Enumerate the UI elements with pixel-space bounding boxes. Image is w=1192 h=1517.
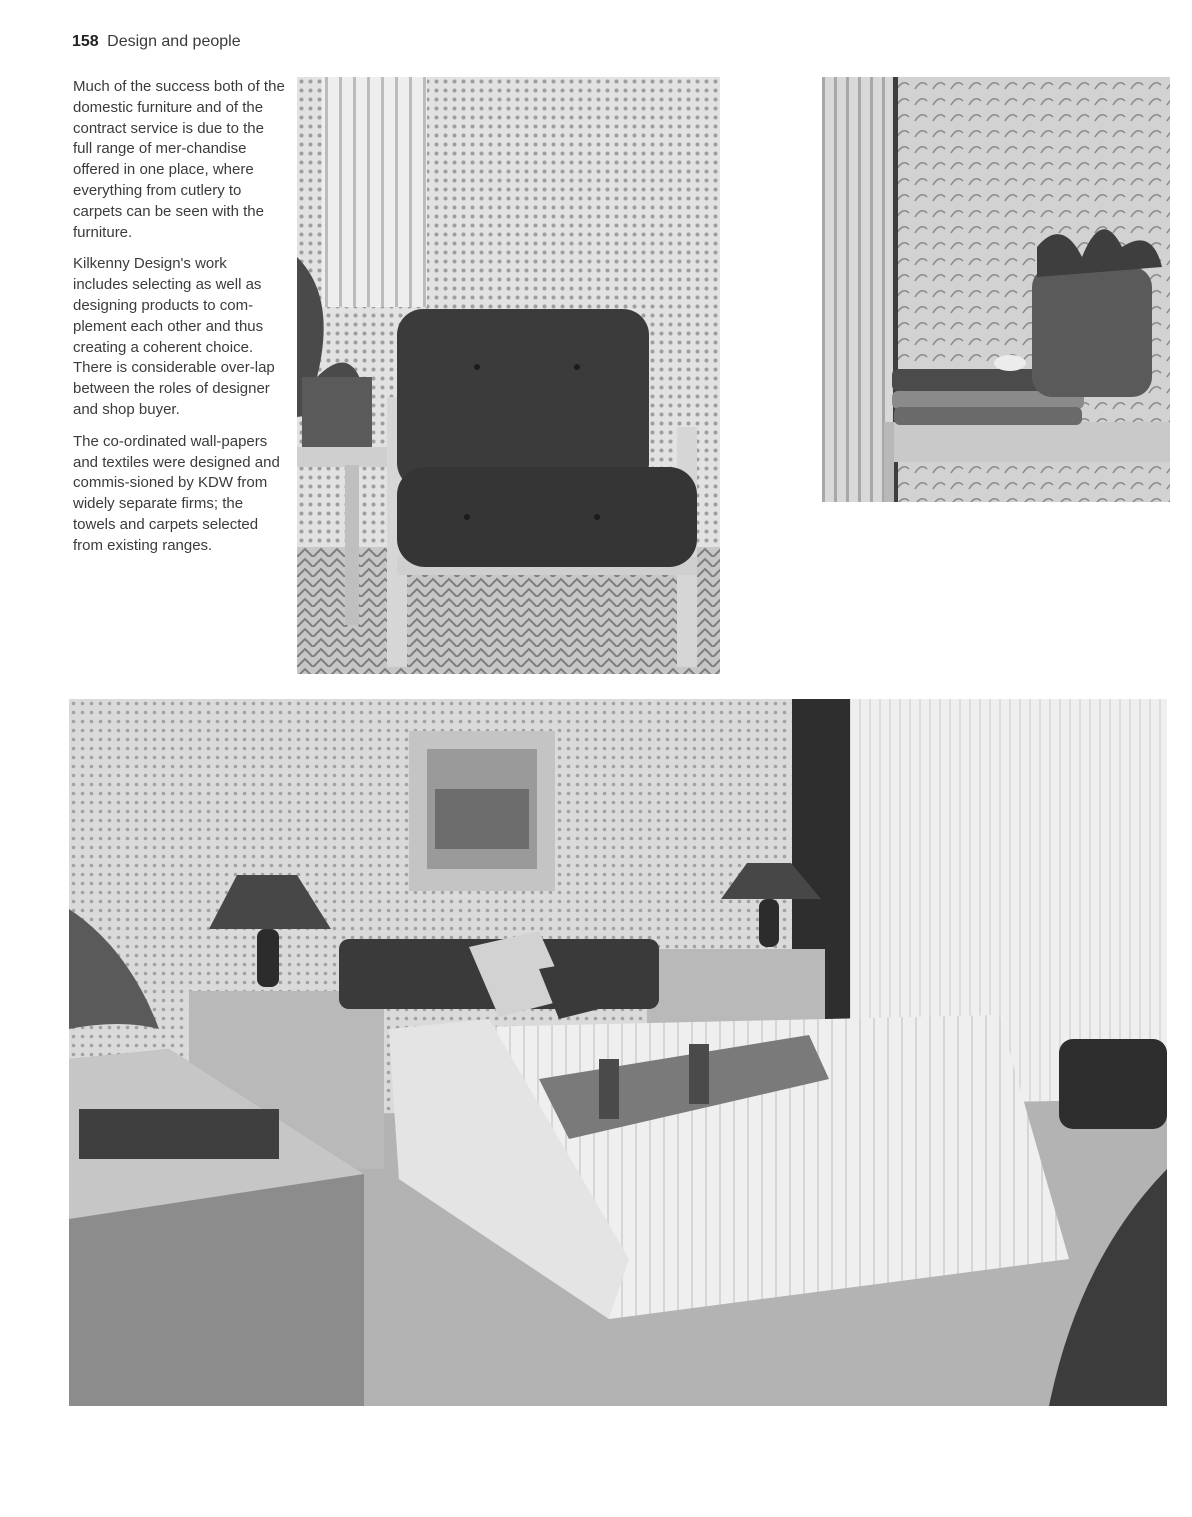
running-header [72,33,241,51]
section-title: Design and people [107,33,241,50]
armchair-photo [297,77,720,674]
body-text-column [73,77,285,568]
paragraph-1: Much of the success both of the domestic furniture and of the contract service is due to the full range of mer-chandise offered in one place, where everything from cutlery to carpets can be seen with the furniture. [73,78,285,241]
bedroom-photo [69,699,1167,1406]
paragraph-2: Kilkenny Design's work includes selecting as well as designing products to com-plement each other and thus creating a coherent choice. There is considerable over-lap between the roles of designer and shop buyer. [73,255,275,418]
towels-photo [822,77,1170,502]
paragraph-3: The co-ordinated wall-papers and textiles were designed and commis-sioned by KDW from widely separate firms; the towels and carpets selected from existing ranges. [73,432,280,554]
page-number: 158 [72,33,99,50]
